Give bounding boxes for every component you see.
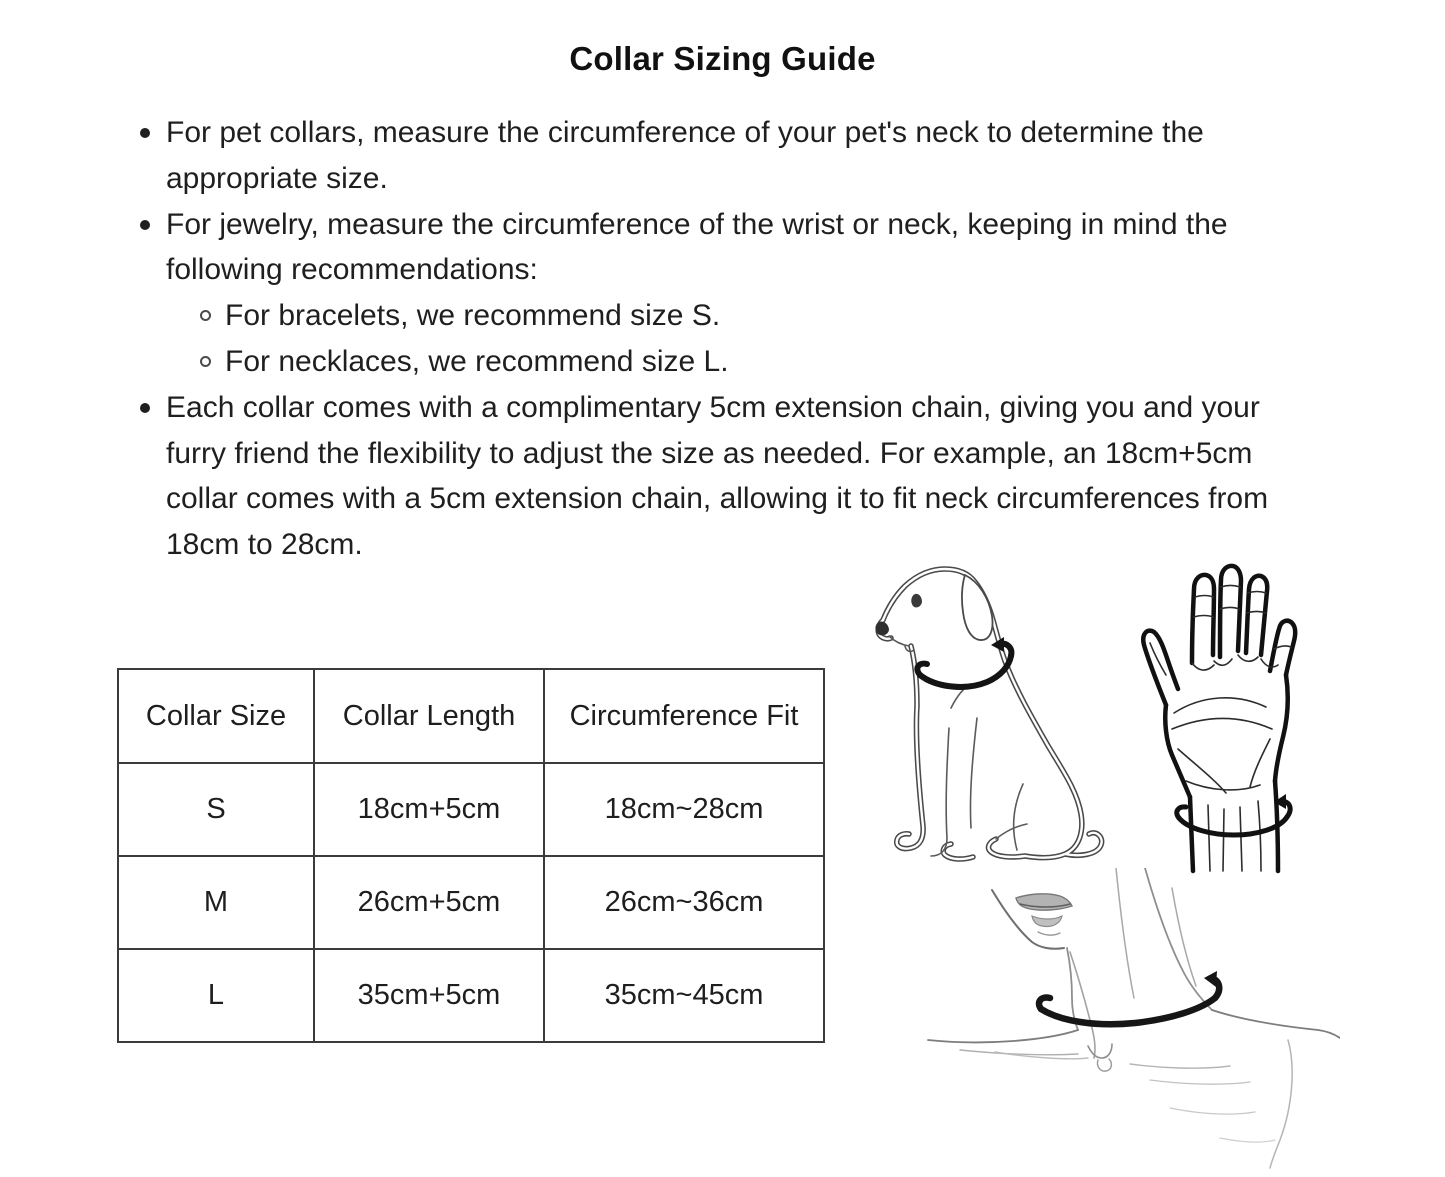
dog-outline [875,569,1101,859]
dog-ear [962,575,993,640]
sub-list-item [120,339,1296,385]
cell-size: L [118,949,314,1042]
list-item-text: For jewelry, measure the circumference of the wrist or neck, keeping in mind the following recommendations: [166,207,1228,287]
sizing-instructions-list [120,110,1296,568]
table-row [118,949,824,1042]
sub-list-item-text: For bracelets, we recommend size S. [225,299,721,333]
table-row [118,856,824,949]
measuring-tape-arrow [917,644,1011,687]
dog-eye [911,594,922,608]
header-collar-length: Collar Length [314,669,544,763]
list-item [120,110,1296,202]
bullet-dot-icon [140,220,150,230]
cell-length: 35cm+5cm [314,949,544,1042]
cell-size: M [118,856,314,949]
tape-arrowhead [1204,971,1217,987]
list-item [120,385,1296,568]
cell-fit: 26cm~36cm [544,856,824,949]
sub-list-item [120,293,1296,339]
header-collar-size: Collar Size [118,669,314,763]
cell-length: 26cm+5cm [314,856,544,949]
header-circumference-fit: Circumference Fit [544,669,824,763]
bullet-dot-icon [140,403,150,413]
cell-fit: 35cm~45cm [544,949,824,1042]
cell-length: 18cm+5cm [314,763,544,856]
hollow-circle-icon [200,310,211,321]
collar-size-table [117,668,825,1043]
list-item-text: For pet collars, measure the circumference of your pet's neck to determine the appropriate size. [166,116,1204,195]
sub-list-item-text: For necklaces, we recommend size L. [225,344,729,378]
dog-neck-measure-illustration [865,558,1115,868]
neck-measure-illustration [920,868,1340,1170]
dog-nose [875,622,889,636]
wrist-measure-illustration [1120,553,1340,875]
page-title: Collar Sizing Guide [569,40,876,77]
table-row [118,763,824,856]
list-item-text: Each collar comes with a complimentary 5cm extension chain, giving you and your furry friend the flexibility to adjust the size as needed. For example, an 18cm+5cm collar comes with a 5cm extension chain, allowing it to fit neck circumferences from 18cm to 28cm. [166,390,1269,562]
measuring-tape-arrow [1177,801,1290,835]
cell-size: S [118,763,314,856]
bullet-dot-icon [140,128,150,138]
list-item [120,202,1296,294]
table-header-row [118,669,824,763]
neck-sketch-lines [928,868,1340,1168]
cell-fit: 18cm~28cm [544,763,824,856]
hollow-circle-icon [200,356,211,367]
